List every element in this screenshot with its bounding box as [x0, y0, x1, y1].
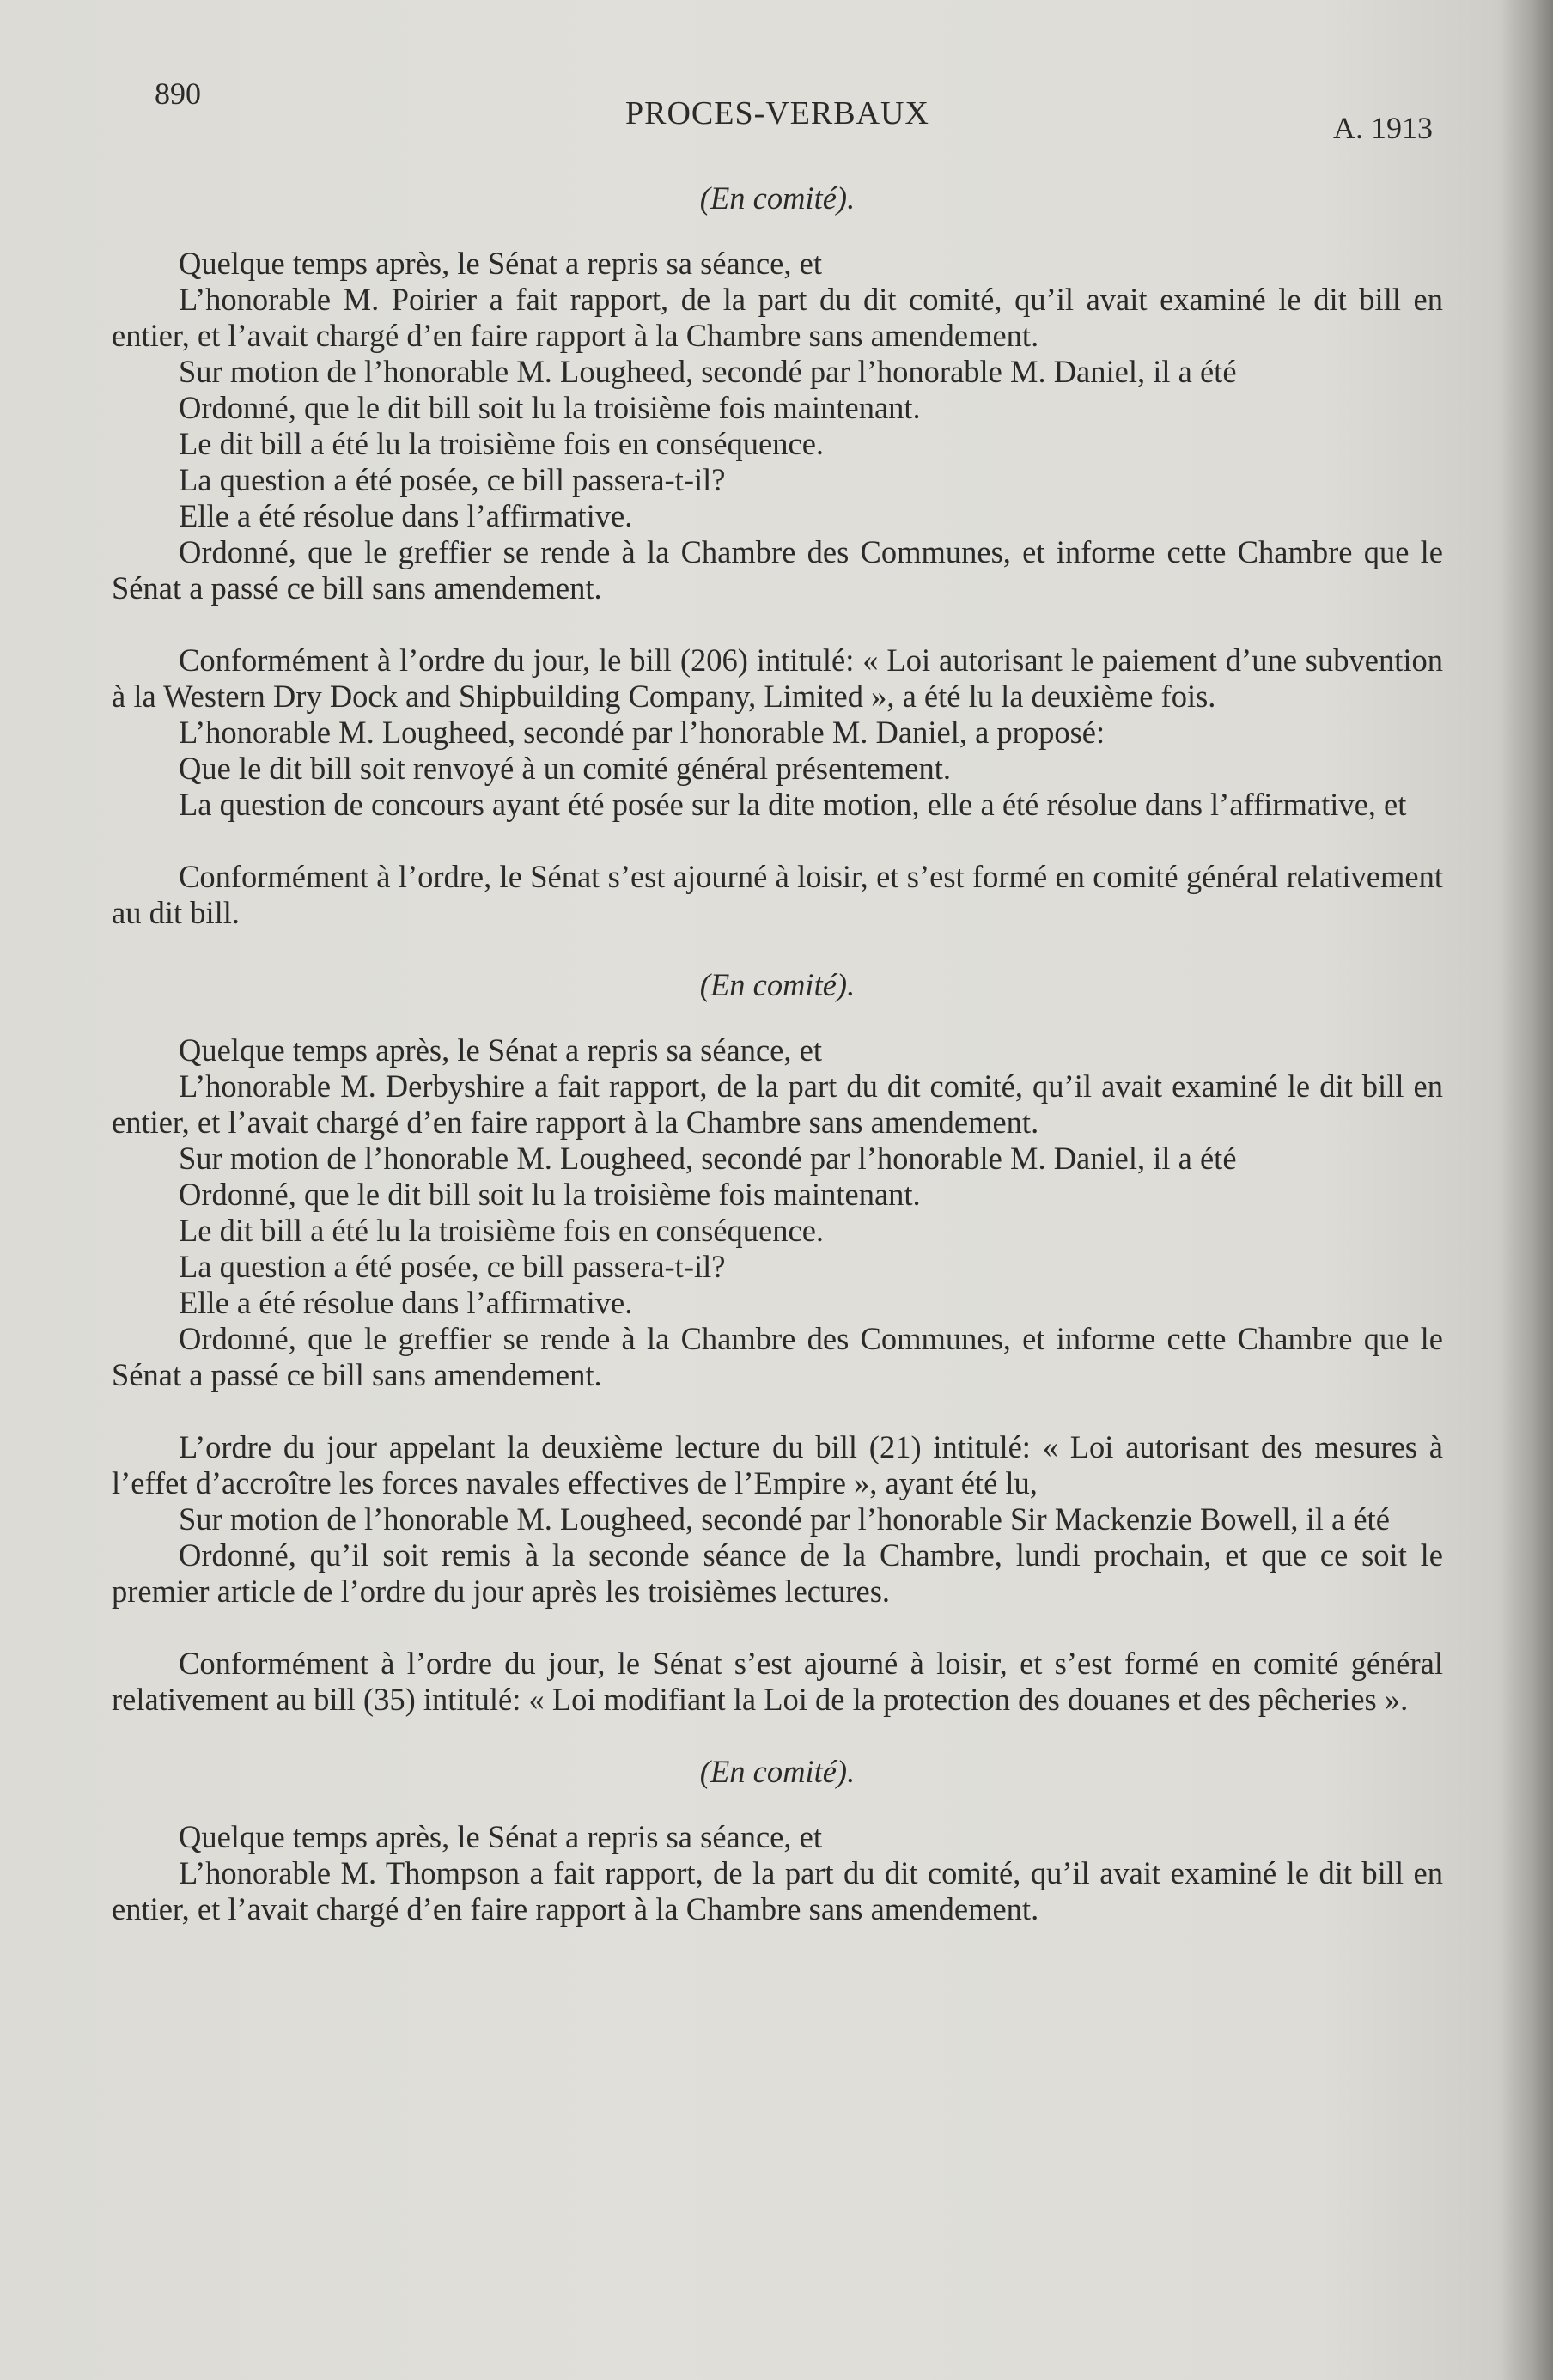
paragraph: L’ordre du jour appelant la deuxième lecture du bill (21) intitulé: « Loi autorisant des mesures à l’effet d’accroître les forces navales effectives de l’Empire », ayant été lu, [112, 1429, 1443, 1500]
paragraph: L’honorable M. Derbyshire a fait rapport, de la part du dit comité, qu’il avait examiné le dit bill en entier, et l’avait chargé d’en faire rapport à la Chambre sans amendement. [112, 1068, 1443, 1140]
volume-year: A. 1913 [1333, 111, 1433, 145]
paragraph: Elle a été résolue dans l’affirmative. [179, 498, 633, 533]
paragraph: Ordonné, qu’il soit remis à la seconde séance de la Chambre, lundi prochain, et que ce soit le premier article de l’ordre du jour après les troisièmes lectures. [112, 1537, 1443, 1609]
book-gutter-shadow [1501, 0, 1553, 2380]
paragraph: La question a été posée, ce bill passera-t-il? [179, 462, 726, 497]
page-header [0, 69, 1553, 145]
paragraph: L’honorable M. Poirier a fait rapport, de la part du dit comité, qu’il avait examiné le dit bill en entier, et l’avait chargé d’en faire rapport à la Chambre sans amendement. [112, 282, 1443, 353]
paragraph: Sur motion de l’honorable M. Lougheed, secondé par l’honorable M. Daniel, il a été [179, 354, 1237, 389]
paragraph: Ordonné, que le dit bill soit lu la troisième fois maintenant. [179, 390, 921, 425]
paragraph: Le dit bill a été lu la troisième fois en conséquence. [179, 426, 825, 461]
paragraph: Ordonné, que le greffier se rende à la Chambre des Communes, et informe cette Chambre que le Sénat a passé ce bill sans amendement. [112, 1321, 1443, 1392]
paragraph: Conformément à l’ordre, le Sénat s’est ajourné à loisir, et s’est formé en comité général relativement au dit bill. [112, 859, 1443, 930]
paragraph: Quelque temps après, le Sénat a repris sa séance, et [179, 1819, 822, 1854]
section-heading: (En comité). [699, 180, 856, 216]
paragraph: Conformément à l’ordre du jour, le bill (206) intitulé: « Loi autorisant le paiement d’une subvention à la Western Dry Dock and Shipbuilding Company, Limited », a été lu la deuxième fois. [112, 642, 1443, 714]
section-heading: (En comité). [699, 967, 856, 1002]
paragraph: Ordonné, que le greffier se rende à la Chambre des Communes, et informe cette Chambre que le Sénat a passé ce bill sans amendement. [112, 534, 1443, 606]
paragraph: Conformément à l’ordre du jour, le Sénat s’est ajourné à loisir, et s’est formé en comité général relativement au bill (35) intitulé: « Loi modifiant la Loi de la protection des douanes et des pêcheries ». [112, 1646, 1443, 1717]
paragraph: Ordonné, que le dit bill soit lu la troisième fois maintenant. [179, 1177, 921, 1212]
paragraph: Que le dit bill soit renvoyé à un comité général présentement. [179, 751, 952, 786]
paragraph: Le dit bill a été lu la troisième fois en conséquence. [179, 1213, 825, 1248]
paragraph: Elle a été résolue dans l’affirmative. [179, 1285, 633, 1320]
paragraph: L’honorable M. Thompson a fait rapport, de la part du dit comité, qu’il avait examiné le dit bill en entier, et l’avait chargé d’en faire rapport à la Chambre sans amendement. [112, 1855, 1443, 1927]
running-title: PROCES-VERBAUX [625, 95, 929, 131]
page-number: 890 [155, 76, 201, 111]
paragraph: Quelque temps après, le Sénat a repris sa séance, et [179, 246, 822, 281]
section-heading: (En comité). [699, 1754, 856, 1789]
paragraph: L’honorable M. Lougheed, secondé par l’honorable M. Daniel, a proposé: [179, 715, 1105, 750]
page-body [112, 180, 1443, 1927]
paragraph: Sur motion de l’honorable M. Lougheed, secondé par l’honorable M. Daniel, il a été [179, 1141, 1237, 1176]
paragraph: Quelque temps après, le Sénat a repris sa séance, et [179, 1032, 822, 1068]
paragraph: La question a été posée, ce bill passera-t-il? [179, 1249, 726, 1284]
paragraph: Sur motion de l’honorable M. Lougheed, secondé par l’honorable Sir Mackenzie Bowell, il a été [179, 1501, 1390, 1537]
paragraph: La question de concours ayant été posée sur la dite motion, elle a été résolue dans l’affirmative, et [179, 787, 1407, 822]
